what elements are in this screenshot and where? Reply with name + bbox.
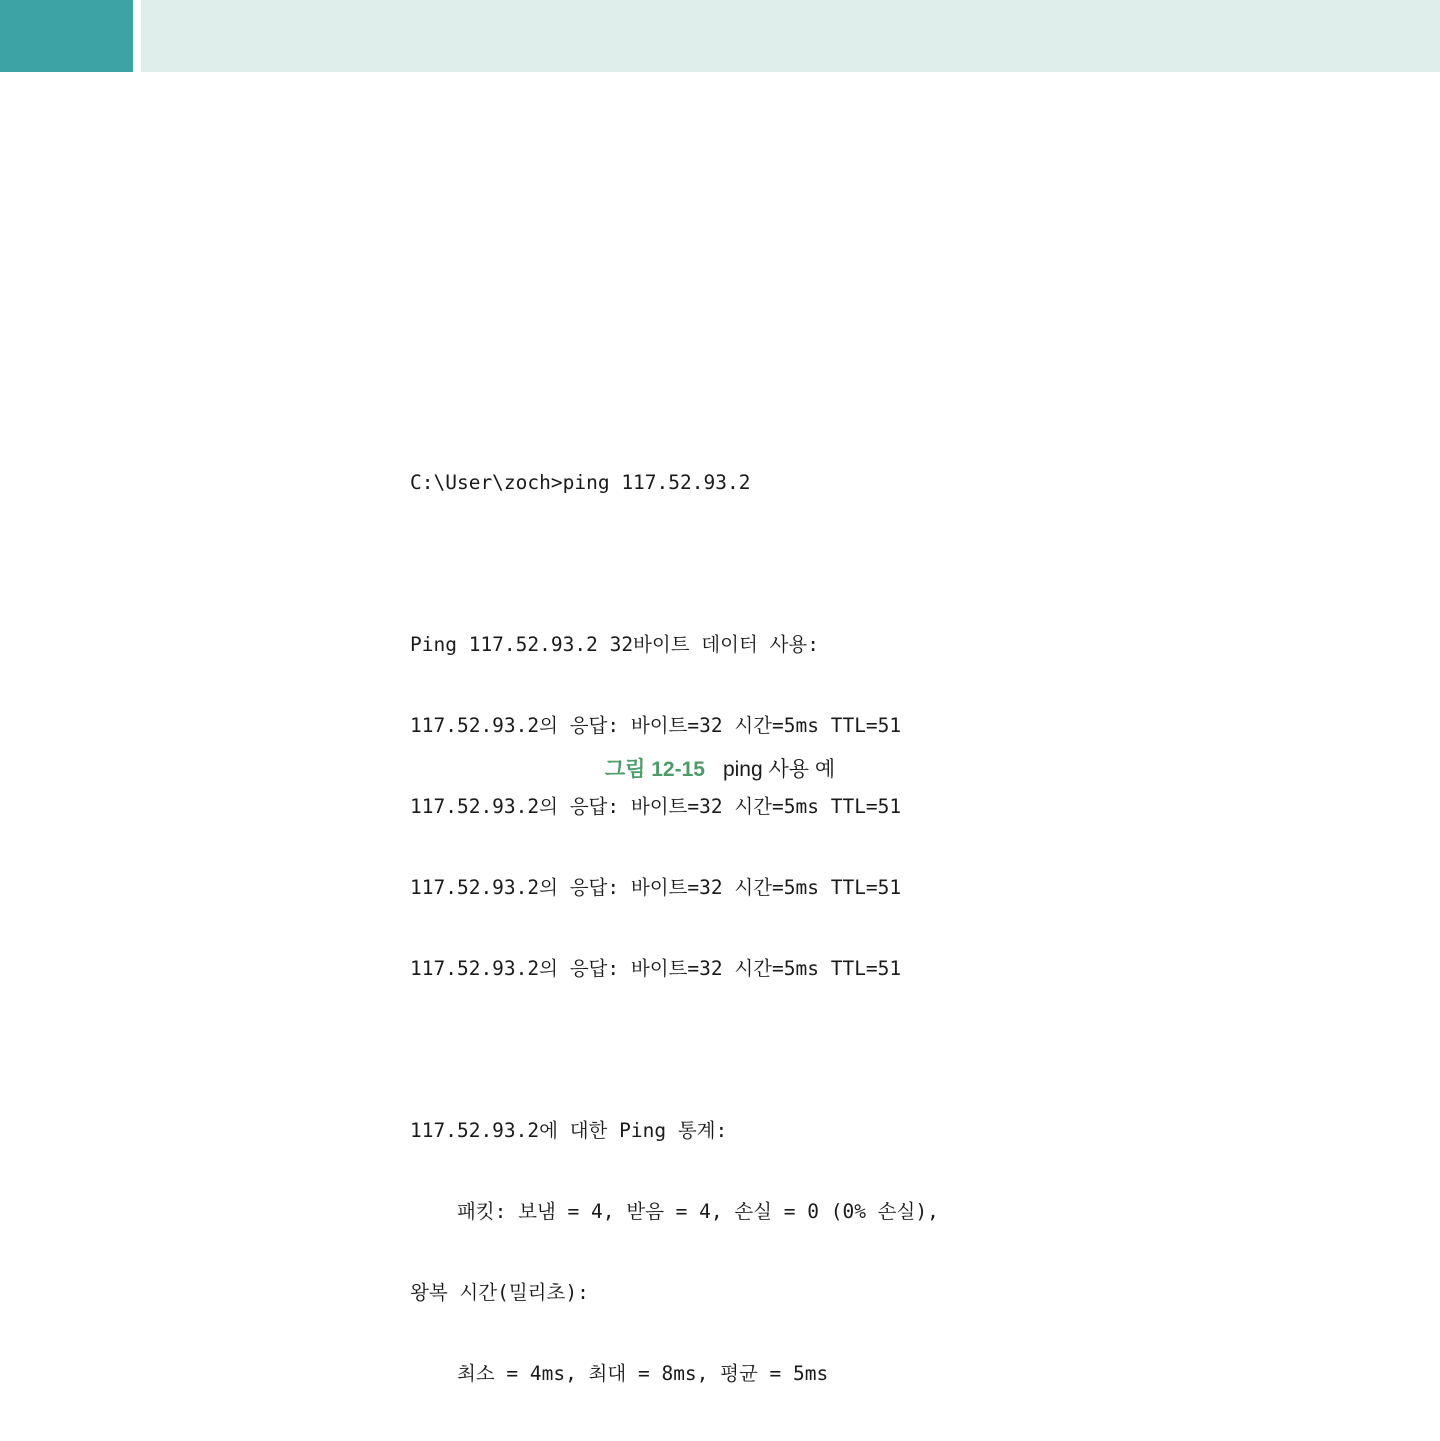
- console-line: 117.52.93.2에 대한 Ping 통계:: [410, 1119, 728, 1142]
- console-line: 117.52.93.2의 응답: 바이트=32 시간=5ms TTL=51: [410, 714, 902, 737]
- figure-caption-text: ping 사용 예: [722, 758, 836, 781]
- console-line: Ping 117.52.93.2 32바이트 데이터 사용:: [410, 633, 819, 656]
- console-line: [410, 1036, 1070, 1063]
- console-line: C:\User\zoch>ping 117.52.93.2: [410, 471, 751, 494]
- console-line: 117.52.93.2의 응답: 바이트=32 시간=5ms TTL=51: [410, 795, 902, 818]
- console-output-block: [410, 415, 1070, 1441]
- console-line: 패킷: 보냄 = 4, 받음 = 4, 손실 = 0 (0% 손실),: [410, 1200, 939, 1223]
- console-line: 117.52.93.2의 응답: 바이트=32 시간=5ms TTL=51: [410, 876, 902, 899]
- console-line: 왕복 시간(밀리초):: [410, 1281, 589, 1304]
- figure-caption: [0, 753, 1440, 783]
- console-line: 최소 = 4ms, 최대 = 8ms, 평균 = 5ms: [410, 1362, 829, 1385]
- console-line: 117.52.93.2의 응답: 바이트=32 시간=5ms TTL=51: [410, 957, 902, 980]
- console-line: [410, 550, 1070, 577]
- figure-caption-label: 그림 12-15: [604, 758, 705, 781]
- slide-header-band: [0, 0, 1440, 72]
- header-strip-block: [141, 0, 1440, 72]
- header-accent-block: [0, 0, 133, 72]
